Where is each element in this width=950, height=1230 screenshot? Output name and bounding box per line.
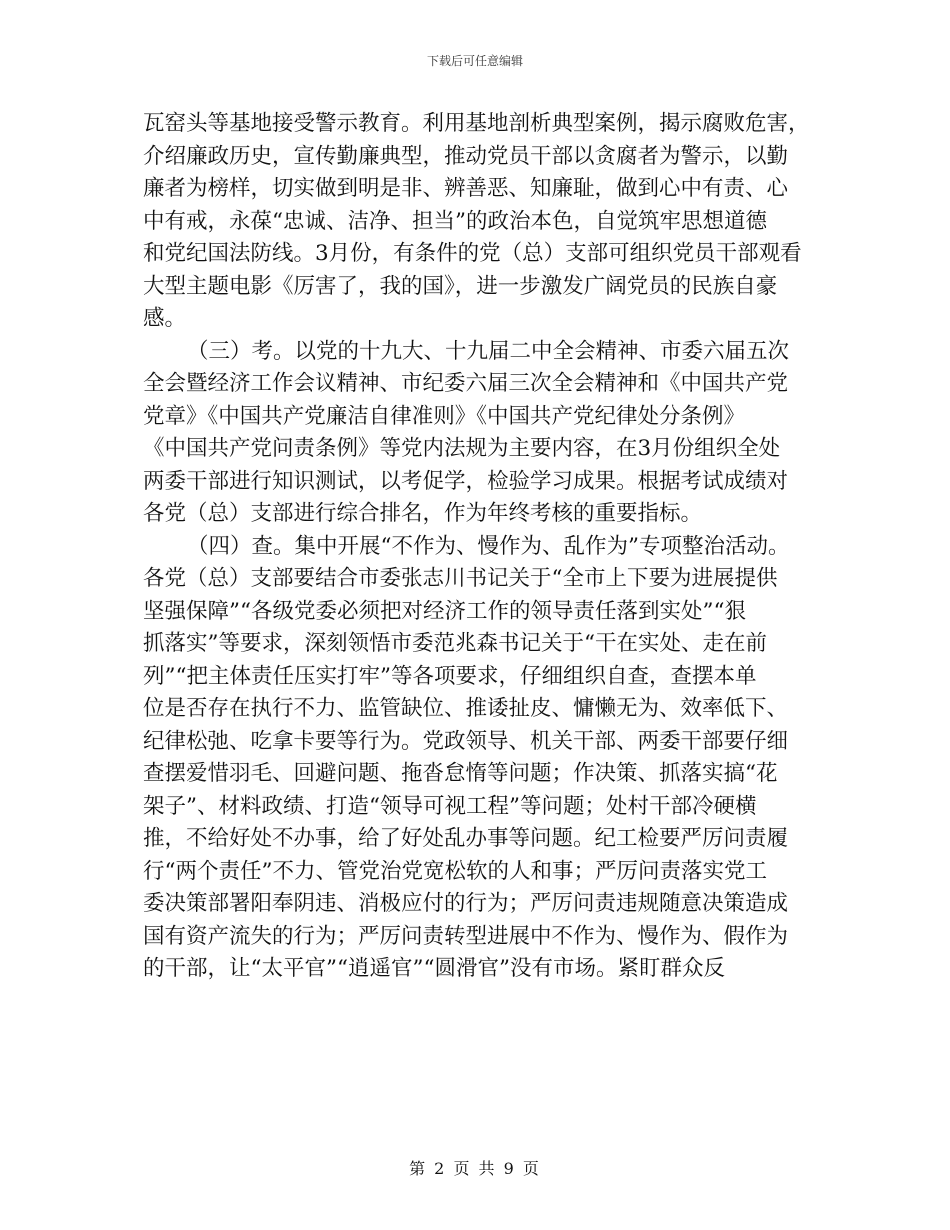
text-line: 推，不给好处不办事，给了好处乱办事等问题。纪工检要严厉问责履	[143, 826, 789, 851]
text-line: 感。	[143, 306, 187, 331]
text-line: 列”“把主体责任压实打牢”等各项要求，仔细组织自查，查摆本单	[143, 663, 757, 689]
text-line: 行“两个责任”不力、管党治党宽松软的人和事；严厉问责落实党工	[143, 858, 767, 884]
text-line: 党章》《中国共产党廉洁自律准则》《中国共产党纪律处分条例》	[143, 403, 746, 429]
document-body	[143, 108, 813, 986]
text-line: 《中国共产党问责条例》等党内法规为主要内容，在3月份组织全处	[143, 436, 781, 461]
text-line: 两委干部进行知识测试，以考促学，检验学习成果。根据考试成绩对	[143, 468, 789, 494]
page-header-note: 下载后可任意编辑	[426, 54, 523, 68]
section-heading-line: （四）查。集中开展“不作为、慢作为、乱作为”专项整治活动。	[187, 533, 790, 559]
text-line: 纪律松弛、吃拿卡要等行为。党政领导、机关干部、两委干部要仔细	[143, 728, 789, 754]
text-line: 位是否存在执行不力、监管缺位、推诿扯皮、慵懒无为、效率低下、	[143, 696, 789, 721]
text-line: 国有资产流失的行为；严厉问责转型进展中不作为、慢作为、假作为	[143, 923, 789, 949]
text-line: 介绍廉政历史，宣传勤廉典型，推动党员干部以贪腐者为警示，以勤	[143, 143, 789, 169]
text-line: 委决策部署阳奉阴违、消极应付的行为；严厉问责违规随意决策造成	[143, 891, 789, 916]
text-line: 瓦窑头等基地接受警示教育。利用基地剖析典型案例，揭示腐败危害，	[143, 111, 810, 136]
text-line: 各党（总）支部进行综合排名，作为年终考核的重要指标。	[143, 501, 703, 526]
text-line: 和党纪国法防线。3月份，有条件的党（总）支部可组织党员干部观看	[143, 241, 802, 266]
text-line: 架子”、材料政绩、打造“领导可视工程”等问题；处村干部冷硬横	[143, 793, 757, 819]
text-line: 全会暨经济工作会议精神、市纪委六届三次全会精神和《中国共产党	[143, 371, 789, 396]
text-line: 中有戒，永葆“忠诚、洁净、担当”的政治本色，自觉筑牢思想道德	[143, 208, 767, 234]
text-line: 的干部，让“太平官”“逍遥官”“圆滑官”没有市场。紧盯群众反	[143, 956, 725, 981]
text-line: 抓落实”等要求，深刻领悟市委范兆森书记关于“干在实处、走在前	[143, 631, 767, 656]
text-line: 查摆爱惜羽毛、回避问题、拖沓怠惰等问题；作决策、抓落实搞“花	[143, 761, 778, 786]
text-line: 大型主题电影《厉害了，我的国》，进一步激发广阔党员的民族自豪	[143, 273, 778, 299]
text-line: 廉者为榜样，切实做到明是非、辨善恶、知廉耻，做到心中有责、心	[143, 176, 789, 201]
text-line: 各党（总）支部要结合市委张志川书记关于“全市上下要为进展提供	[143, 566, 778, 591]
text-line: 坚强保障”“各级党委必须把对经济工作的领导责任落到实处”“狠	[143, 598, 746, 624]
page-number: 第 2 页 共 9 页	[409, 1159, 541, 1178]
section-heading-line: （三）考。以党的十九大、十九届二中全会精神、市委六届五次	[187, 338, 790, 364]
